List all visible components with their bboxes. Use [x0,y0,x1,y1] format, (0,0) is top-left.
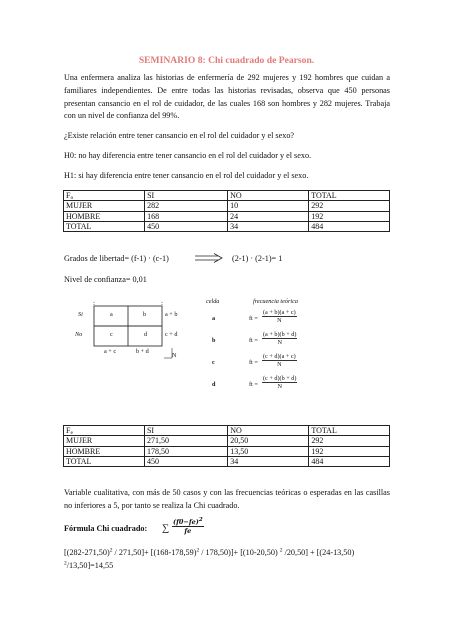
table-cell: HOMBRE [64,211,145,221]
row-total-2: c + d [165,331,178,338]
page-title: SEMINARIO 8: Chi cuadrado de Pearson. [138,55,315,66]
col-total-1: a + c [104,348,117,355]
table-header-cell: SI [145,191,228,201]
observed-frequency-table [63,190,390,232]
problem-statement: Una enfermera analiza las historias de enfermería de 292 mujeres y 192 hombres que cuidan a familiares independientes. De entre todas las historias revisadas, observa que 450 personas presentan cansancio en el rol de cuidador, de las cuales 168 son hombres y 282 mujeres. Trabaja con un nivel de confianza del 99%. [64,73,390,121]
table-cell: 13,50 [228,446,309,456]
alternative-hypothesis: H1: si hay diferencia entre tener cansancio en el rol del cuidador y el sexo. [64,171,309,180]
table-row [64,221,390,231]
table-header-cell: TOTAL [309,191,390,201]
fraction-denominator: N [277,317,282,324]
cell-b: b [143,311,147,318]
table-cell: 450 [144,456,227,466]
table-cell: TOTAL [64,221,145,231]
table-corner-cell: $F_e$ [64,426,145,436]
fraction-numerator: (a + b)(b + d) [263,331,297,338]
sigma-symbol: ∑ [162,523,170,534]
col-total-2: b + d [136,348,149,355]
formula-fraction-a [262,309,297,324]
table-row [64,436,390,446]
formula-fraction-c [262,353,297,368]
formula-denominator: fe [184,527,192,535]
table-cell: TOTAL [64,456,145,466]
formula-fraction-b [262,331,297,346]
table-cell: 484 [309,456,390,466]
table-cell: 282 [145,201,228,211]
null-hypothesis: H0: no hay diferencia entre tener cansancio en el rol del cuidador y el sexo. [64,151,312,160]
cell-d: d [144,331,148,338]
degrees-of-freedom: Grados de libertad= (f-1) · (c-1) [64,254,169,263]
table-cell: HOMBRE [64,446,145,456]
table-cell: 192 [309,446,390,456]
table-corner-cell: $F_o$ [64,191,145,201]
table-header-cell: SI [144,426,227,436]
formula-cell-c: c [212,359,215,366]
table-header-cell: TOTAL [309,426,390,436]
degrees-of-freedom-result: (2-1) · (2-1)= 1 [232,254,283,263]
table-cell: 484 [309,221,390,231]
fraction-numerator: (a + b)(a + c) [263,309,296,316]
table-row [64,211,390,221]
contingency-grid-lines [86,302,176,362]
formula-cell-b: b [212,337,216,344]
cell-a: a [110,311,113,318]
formula-prefix: ft = [249,315,258,322]
table-header-row [64,426,390,436]
formula-numerator: $(f0-fe)^2$ [173,516,203,526]
expected-frequency-table [63,425,390,467]
variable-description: Variable cualitativa, con más de 50 casos y con las frecuencias teóricas o esperadas en las casillas no inferiores a 5, por tanto se realiza la Chi cuadrado. [64,488,390,510]
table-cell: 292 [309,201,390,211]
table-cell: 450 [145,221,228,231]
formula-label: Fórmula Chi cuadrado: [64,524,148,533]
formula-cell-d: d [212,381,216,388]
table-cell: MUJER [64,436,145,446]
table-cell: 168 [145,211,228,221]
table-header-row [64,191,390,201]
column-header-frecuencia: frecuencia teórica [253,298,298,305]
formula-cell-a: a [212,315,216,322]
fraction-denominator: N [277,383,282,390]
fraction-numerator: (c + d)(a + c) [263,353,296,360]
row-label-no: No [75,331,83,338]
table-cell: MUJER [64,201,145,211]
table-header-cell: NO [228,426,309,436]
row-total-1: a + b [165,311,178,318]
table-header-cell: NO [228,191,309,201]
table-cell: 34 [228,221,309,231]
table-cell: 10 [228,201,309,211]
table-cell: 292 [309,436,390,446]
formula-prefix: ft = [249,381,258,388]
chi-square-calculation: $[(282-271,50)^2 / 271,50]+ [(168-178,59)^2 / 178,50)]+ [(10-20,50)$ $^2$ /20,50] + [(24-13,50) $^2$/13,50]=14,55 [64,547,355,570]
cell-c: c [110,331,113,338]
table-cell: 20,50 [228,436,309,446]
confidence-level: Nivel de confianza= 0,01 [64,275,147,284]
formula-prefix: ft = [249,359,258,366]
fraction-denominator: N [277,361,282,368]
fraction-numerator: (c + d)(b + d) [263,375,297,382]
formula-fraction-d [262,375,297,390]
implies-arrow-icon [194,253,224,263]
table-cell: 24 [228,211,309,221]
table-row [64,456,390,466]
table-cell: 192 [309,211,390,221]
fraction-denominator: N [277,339,282,346]
table-cell: 34 [228,456,309,466]
table-cell: 178,50 [144,446,227,456]
row-label-si: Si [78,311,83,318]
grand-total: N [172,352,177,359]
table-cell: 271,50 [144,436,227,446]
table-row [64,201,390,211]
formula-prefix: ft = [249,337,258,344]
table-row [64,446,390,456]
research-question: ¿Existe relación entre tener cansancio en el rol del cuidador y el sexo? [64,131,295,140]
column-header-celda: celda [206,298,220,305]
